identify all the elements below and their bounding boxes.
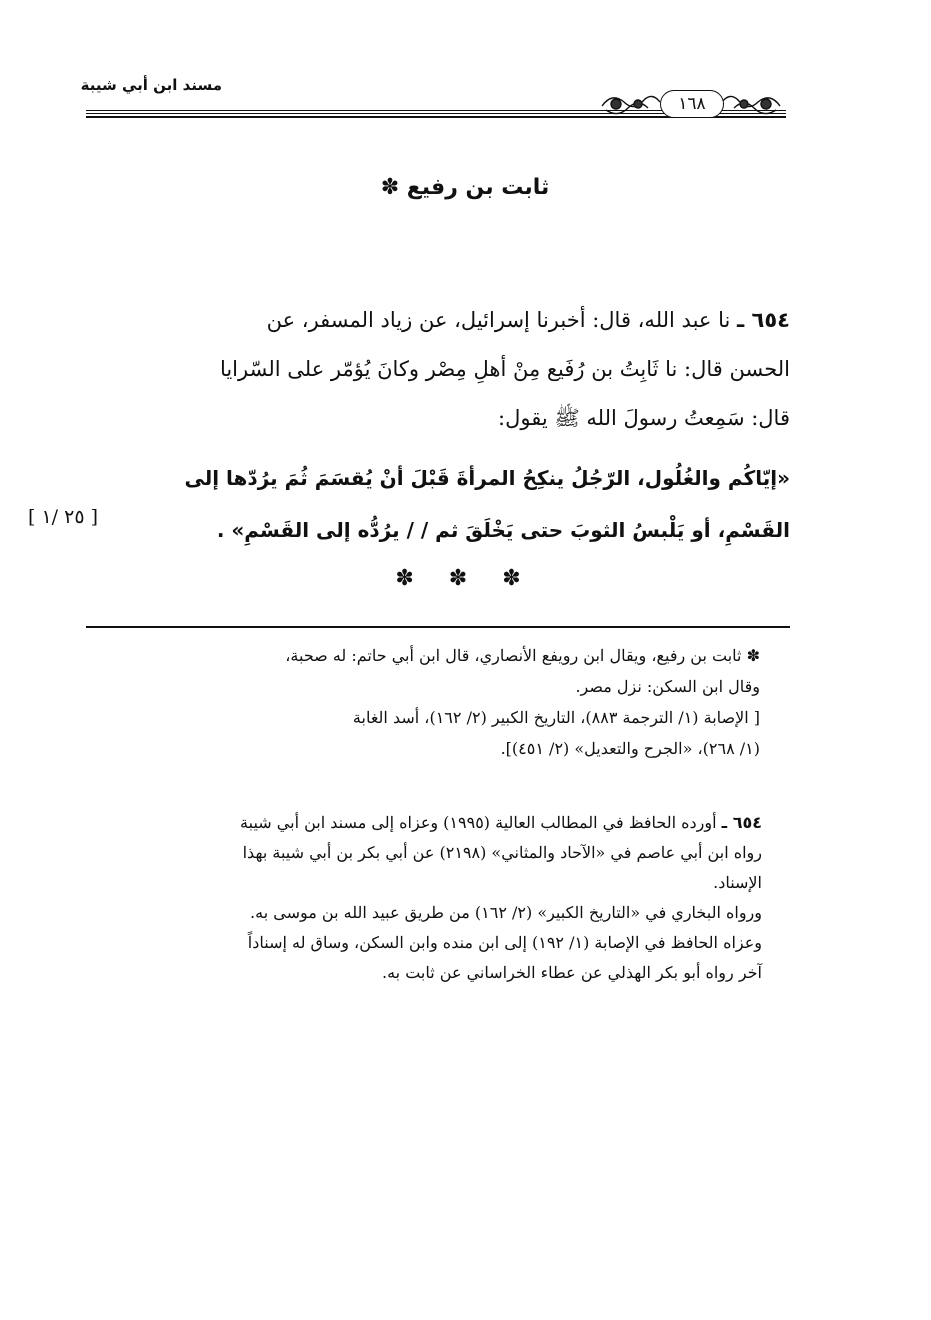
note-line-3: الإسناد. bbox=[713, 873, 762, 892]
page-number: ١٦٨ bbox=[660, 90, 724, 118]
section-title: ثابت بن رفيع ✽ bbox=[380, 175, 550, 200]
manuscript-folio-reference: [ ٢٥ /١ ] bbox=[28, 506, 98, 528]
note-line-6: آخر رواه أبو بكر الهذلي عن عطاء الخراساني عن ثابت به. bbox=[381, 963, 762, 982]
note-line-2: رواه ابن أبي عاصم في «الآحاد والمثاني» (٢١٩٨) عن أبي بكر بن أبي شيبة بهذا bbox=[242, 843, 762, 862]
biography-line-1: ✽ ثابت بن رفيع، ويقال ابن رويفع الأنصاري، قال ابن أبي حاتم: له صحبة، bbox=[285, 646, 760, 665]
matn-line-1: «إيّاكُم والغُلُول، الرّجُلُ ينكِحُ المرأةَ قَبْلَ أنْ يُقسَمَ ثُمَ يرُدّها إلى bbox=[184, 466, 790, 490]
biography-footnote bbox=[120, 640, 760, 764]
matn-line-2: القَسْمِ، أو يَلْبسُ الثوبَ حتى يَخْلَقَ ثم / / يرُدُّه إلى القَسْمِ» . bbox=[216, 518, 790, 542]
hadith-isnad bbox=[84, 296, 790, 443]
note-text-1: أورده الحافظ في المطالب العالية (١٩٩٥) وعزاه إلى مسند ابن أبي شيبة bbox=[240, 813, 722, 832]
isnad-line-2: الحسن قال: نا ثَابِتُ بن رُفَيع مِنْ أهلِ مِصْر وكانَ يُؤمّر على السّرايا bbox=[219, 357, 790, 381]
hadith-matn bbox=[84, 452, 790, 556]
takhrij-footnote bbox=[86, 808, 762, 988]
isnad-line-3: قال: سَمِعتُ رسولَ الله ﷺ يقول: bbox=[498, 406, 790, 430]
isnad-text-1: نا عبد الله، قال: أخبرنا إسرائيل، عن زياد المسفر، عن bbox=[266, 308, 738, 332]
note-number: ٦٥٤ ـ bbox=[721, 813, 762, 832]
note-line-5: وعزاه الحافظ في الإصابة (١/ ١٩٢) إلى ابن منده وابن السكن، وساق له إسناداً bbox=[247, 933, 762, 952]
running-title: مسند ابن أبي شيبة bbox=[80, 76, 222, 94]
sources-line-2: (١/ ٢٦٨)، «الجرح والتعديل» (٢/ ٤٥١)]. bbox=[500, 739, 760, 758]
footnote-rule bbox=[86, 626, 790, 628]
biography-line-2: وقال ابن السكن: نزل مصر. bbox=[575, 677, 760, 696]
section-separator: ✽ ✽ ✽ bbox=[395, 566, 535, 591]
sources-line-1: [ الإصابة (١/ الترجمة ٨٨٣)، التاريخ الكبير (٢/ ١٦٢)، أسد الغابة bbox=[352, 708, 760, 727]
hadith-number: ٦٥٤ ـ bbox=[737, 308, 790, 332]
note-line-4: ورواه البخاري في «التاريخ الكبير» (٢/ ١٦٢) من طريق عبيد الله بن موسى به. bbox=[250, 903, 762, 922]
isnad-line-1 bbox=[84, 296, 790, 345]
note-line-1 bbox=[86, 808, 762, 838]
